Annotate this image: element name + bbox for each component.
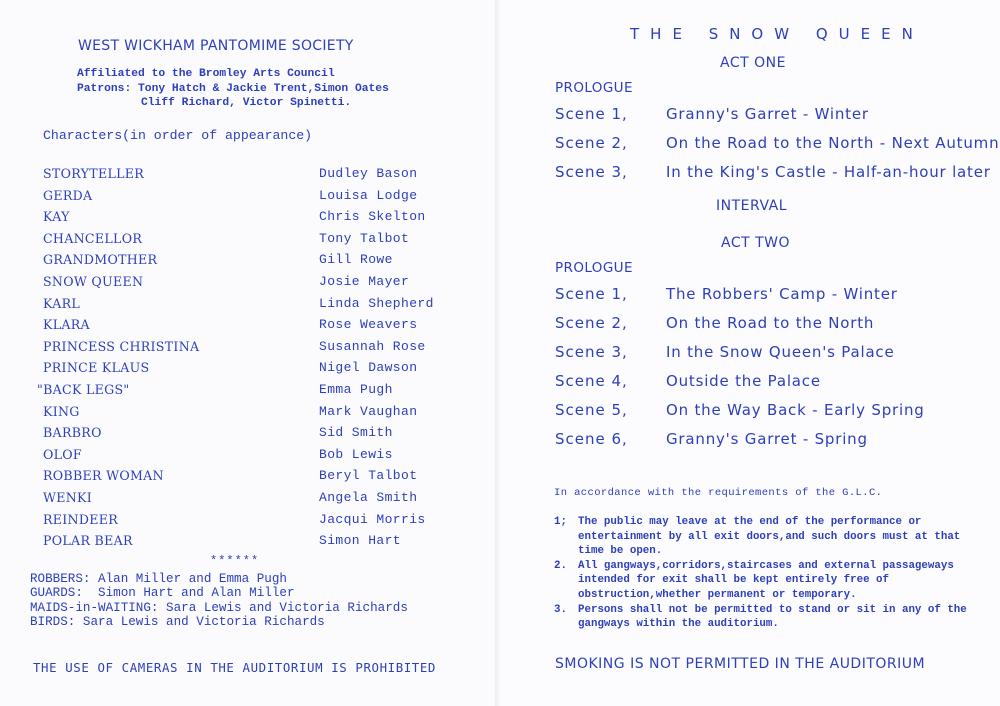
cast-row — [0, 188, 495, 209]
cast-role: KLARA — [43, 317, 90, 333]
extras-birds: BIRDS: Sara Lewis and Victoria Richards — [30, 615, 325, 630]
scene-description: The Robbers' Camp - Winter — [666, 285, 898, 303]
affiliation-block — [77, 67, 389, 111]
extras-maids: MAIDS-in-WAITING: Sara Lewis and Victoria Richards — [30, 600, 408, 615]
cast-row — [0, 425, 495, 446]
left-page — [0, 0, 495, 706]
cast-row — [0, 339, 495, 360]
cast-actor: Louisa Lodge — [319, 187, 418, 203]
scene-description: Granny's Garret - Spring — [666, 430, 868, 448]
cast-row — [0, 447, 495, 468]
cast-actor: Emma Pugh — [319, 382, 393, 397]
cast-role: PRINCESS CHRISTINA — [43, 338, 200, 354]
cast-actor: Simon Hart — [319, 533, 402, 549]
cast-role: OLOF — [43, 446, 82, 462]
cast-role: KAY — [43, 209, 70, 225]
cast-row — [0, 382, 495, 403]
cast-row — [0, 468, 495, 489]
cast-row — [0, 360, 495, 381]
cast-row — [0, 166, 495, 187]
cast-role: ROBBER WOMAN — [43, 468, 164, 484]
cast-row — [0, 231, 495, 252]
rule-text: All gangways,corridors,staircases and external passageways intended for exit shall be kept entirely free of obstruction,whether permanent or temporary. — [578, 559, 954, 601]
cast-role: POLAR BEAR — [43, 533, 133, 549]
cast-role: GRANDMOTHER — [43, 252, 158, 268]
cast-actor: Beryl Talbot — [319, 468, 418, 484]
cast-actor: Tony Talbot — [319, 230, 410, 246]
cast-actor: Bob Lewis — [319, 446, 393, 462]
safety-rules — [554, 515, 984, 632]
cast-actor: Rose Weavers — [319, 317, 418, 333]
scene-number: Scene 4, — [555, 372, 628, 390]
rule-item — [554, 559, 984, 603]
cast-role: CHANCELLOR — [43, 230, 143, 246]
extras-list — [30, 572, 408, 630]
scene-number: Scene 6, — [555, 430, 628, 448]
scene-description: Outside the Palace — [666, 372, 821, 390]
cast-row — [0, 533, 495, 554]
act-one-heading: ACT ONE — [720, 55, 786, 71]
act-two-prologue: PROLOGUE — [555, 260, 633, 276]
rule-number: 1; — [554, 516, 567, 528]
cast-role: KARL — [43, 295, 81, 311]
interval-heading: INTERVAL — [716, 198, 788, 214]
scene-number: Scene 1, — [555, 285, 628, 303]
glc-heading: In accordance with the requirements of the G.L.C. — [554, 487, 883, 499]
scene-description: On the Road to the North - Next Autumn — [666, 134, 1000, 152]
rule-number: 3. — [554, 603, 567, 616]
scene-description: In the Snow Queen's Palace — [666, 343, 895, 361]
cast-actor: Jacqui Morris — [319, 511, 426, 527]
patrons-line-2: Cliff Richard, Victor Spinetti. — [141, 97, 352, 109]
cast-role: BARBRO — [43, 425, 102, 441]
cast-actor: Dudley Bason — [319, 166, 418, 181]
cast-role: KING — [43, 403, 80, 419]
cameras-notice: THE USE OF CAMERAS IN THE AUDITORIUM IS PROHIBITED — [33, 660, 436, 675]
cast-actor: Angela Smith — [319, 490, 418, 505]
scene-number: Scene 2, — [555, 134, 628, 152]
scene-number: Scene 2, — [555, 314, 628, 332]
cast-row — [0, 252, 495, 273]
separator: ****** — [210, 554, 260, 568]
cast-row — [0, 296, 495, 317]
cast-role: STORYTELLER — [43, 166, 145, 181]
cast-row — [0, 274, 495, 295]
scene-number: Scene 5, — [555, 401, 628, 419]
rule-number: 2. — [554, 559, 567, 572]
cast-actor: Josie Mayer — [319, 274, 410, 289]
smoking-notice: SMOKING IS NOT PERMITTED IN THE AUDITORIUM — [555, 656, 926, 672]
cast-role: "BACK LEGS" — [37, 382, 130, 397]
cast-row — [0, 490, 495, 511]
patrons-line-1: Patrons: Tony Hatch & Jackie Trent,Simon Oates — [77, 82, 389, 95]
cast-role: GERDA — [43, 187, 93, 203]
cast-actor: Susannah Rose — [319, 338, 426, 354]
cast-actor: Linda Shepherd — [319, 295, 434, 311]
scene-description: In the King's Castle - Half-an-hour later — [666, 163, 991, 181]
rule-text: Persons shall not be permitted to stand or sit in any of the gangways within the auditorium. — [578, 603, 967, 631]
cast-actor: Gill Rowe — [319, 252, 393, 268]
cast-role: SNOW QUEEN — [43, 274, 144, 289]
affiliation-line: Affiliated to the Bromley Arts Council — [77, 68, 335, 80]
cast-row — [0, 404, 495, 425]
rule-text: The public may leave at the end of the performance or entertainment by all exit doors,and such doors must at that time be open. — [578, 516, 961, 558]
scene-number: Scene 1, — [555, 105, 628, 123]
cast-actor: Nigel Dawson — [319, 360, 418, 376]
cast-role: PRINCE KLAUS — [43, 360, 150, 376]
rule-item — [554, 603, 984, 632]
scene-description: On the Road to the North — [666, 314, 875, 332]
extras-robbers: ROBBERS: Alan Miller and Emma Pugh — [30, 572, 287, 586]
cast-actor: Mark Vaughan — [319, 403, 418, 419]
cast-actor: Sid Smith — [319, 425, 393, 441]
right-page — [500, 0, 1000, 706]
cast-role: WENKI — [43, 490, 93, 505]
act-two-heading: ACT TWO — [721, 235, 791, 251]
scene-number: Scene 3, — [555, 343, 628, 361]
scene-description: On the Way Back - Early Spring — [666, 401, 925, 419]
scene-number: Scene 3, — [555, 163, 628, 181]
society-name: WEST WICKHAM PANTOMIME SOCIETY — [78, 38, 354, 54]
cast-row — [0, 317, 495, 338]
cast-role: REINDEER — [43, 511, 119, 527]
show-title: THE SNOW QUEEN — [630, 25, 924, 43]
cast-row — [0, 512, 495, 533]
cast-row — [0, 209, 495, 230]
scene-description: Granny's Garret - Winter — [666, 105, 869, 123]
extras-guards: GUARDS: Simon Hart and Alan Miller — [30, 586, 295, 601]
cast-actor: Chris Skelton — [319, 209, 426, 225]
characters-heading: Characters(in order of appearance) — [43, 128, 313, 143]
act-one-prologue: PROLOGUE — [555, 80, 633, 96]
rule-item — [554, 515, 984, 559]
